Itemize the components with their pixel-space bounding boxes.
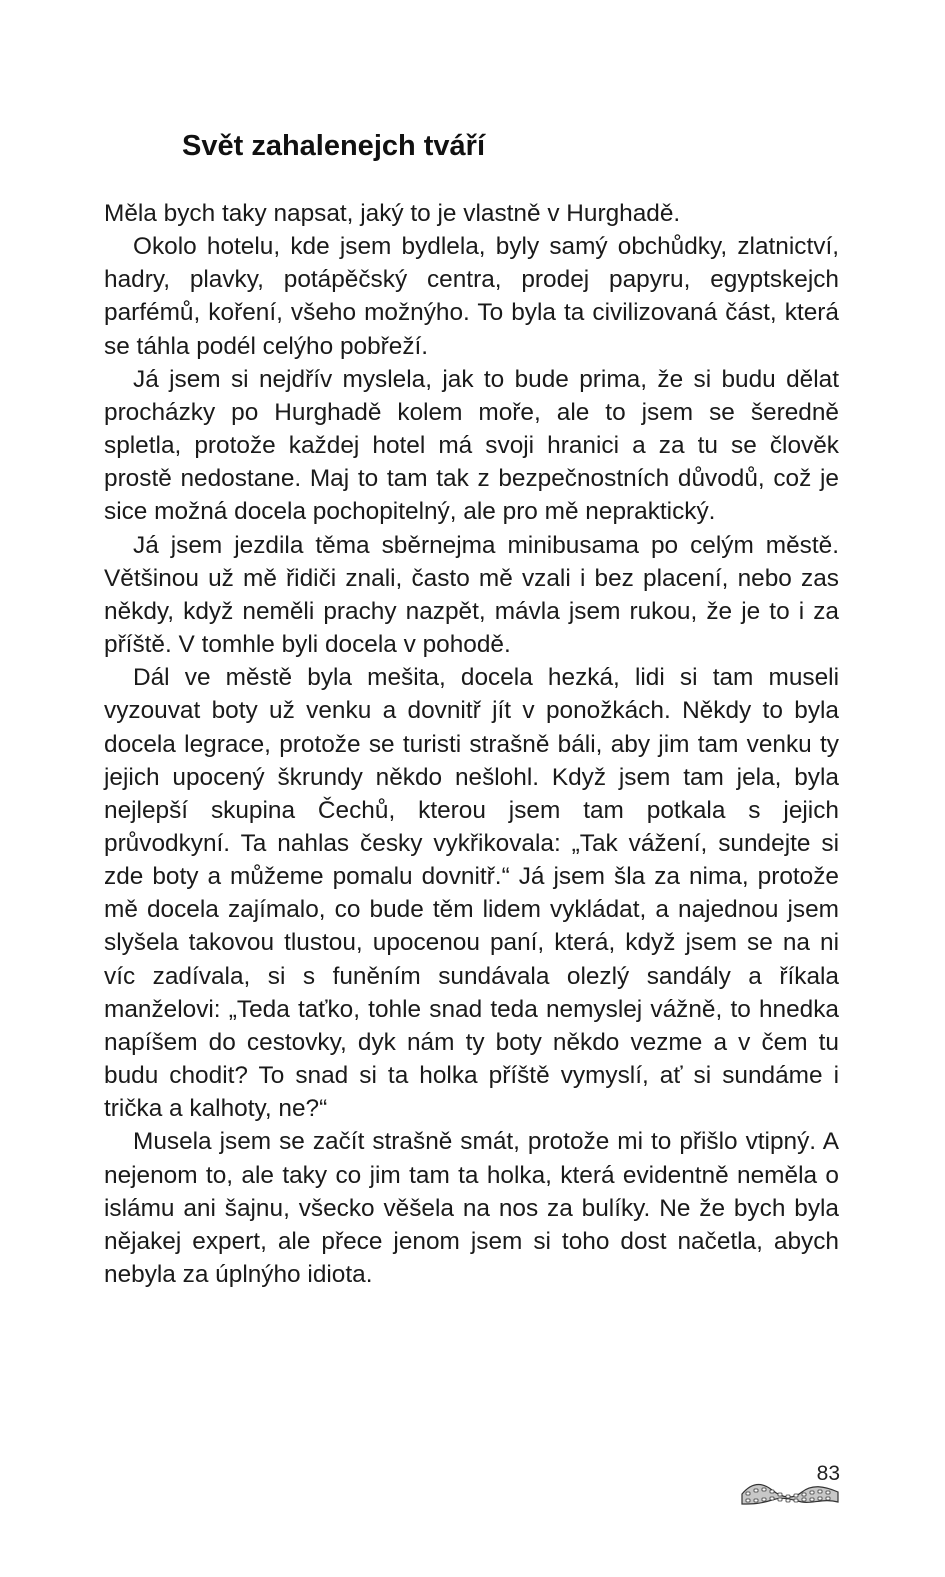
paragraph: Musela jsem se začít strašně smát, protože mi to přišlo vtipný. A nejenom to, ale taky co jim tam ta holka, která evidentně neměla o islámu ani šajnu, všecko věšela na nos za bulíky. Ne že bych byla nějakej expert, ale přece jenom jsem si toho dost načetla, abych nebyla za úplnýho idiota.: [104, 1128, 839, 1288]
body-text: [104, 197, 839, 1291]
film-strip-ornament-icon: [740, 1478, 840, 1506]
paragraph: Okolo hotelu, kde jsem bydlela, byly samý obchůdky, zlatnictví, hadry, plavky, potápěčský centra, prodej papyru, egyptskejch parfémů, koření, všeho možnýho. To byla ta civilizovaná část, která se táhla podél celýho pobřeží.: [104, 233, 839, 360]
page-footer: [740, 1458, 840, 1508]
page-number: 83: [816, 1462, 840, 1485]
paragraph: Já jsem si nejdřív myslela, jak to bude prima, že si budu dělat procházky po Hurghadě kolem moře, ale to jsem se šeredně spletla, protože každej hotel má svoji hranici a za tu se člověk prostě nedostane. Maj to tam tak z bezpečnostních důvodů, což je sice možná docela pochopitelný, ale pro mě nepraktický.: [104, 365, 839, 526]
paragraph: Měla bych taky napsat, jaký to je vlastně v Hurghadě.: [104, 200, 681, 227]
chapter-title: Svět zahalenejch tváří: [182, 130, 486, 162]
paragraph: Dál ve městě byla mešita, docela hezká, lidi si tam museli vyzouvat boty už venku a dovnitř jít v ponožkách. Někdy to byla docela legrace, protože se turisti strašně báli, aby jim tam venku ty jejich upocený škrundy někdo nešlohl. Když jsem tam jela, byla nejlepší skupina Čechů, kterou jsem tam potkala s jejich průvodkyní. Ta nahlas česky vykřikovala: „Tak vážení, sundejte si zde boty a můžeme pomalu dovnitř.“ Já jsem šla za nima, protože mě docela zajímalo, co bude těm lidem vykládat, a najednou jsem slyšela takovou tlustou, upocenou paní, která, když jsem se na ni víc zadívala, si s funěním sundávala olezlý sandály a říkala manželovi: „Teda taťko, tohle snad teda nemyslej vážně, to hnedka napíšem do cestovky, dyk nám ty boty někdo vezme a v čem tu budu chodit? To snad si ta holka příště vymyslí, ať si sundáme i trička a kalhoty, ne?“: [104, 664, 839, 1123]
paragraph: Já jsem jezdila těma sběrnejma minibusama po celým městě. Většinou už mě řidiči znali, často mě vzali i bez placení, nebo zas někdy, když neměli prachy nazpět, mávla jsem rukou, že je to i za příště. V tomhle byli docela v pohodě.: [104, 531, 839, 659]
